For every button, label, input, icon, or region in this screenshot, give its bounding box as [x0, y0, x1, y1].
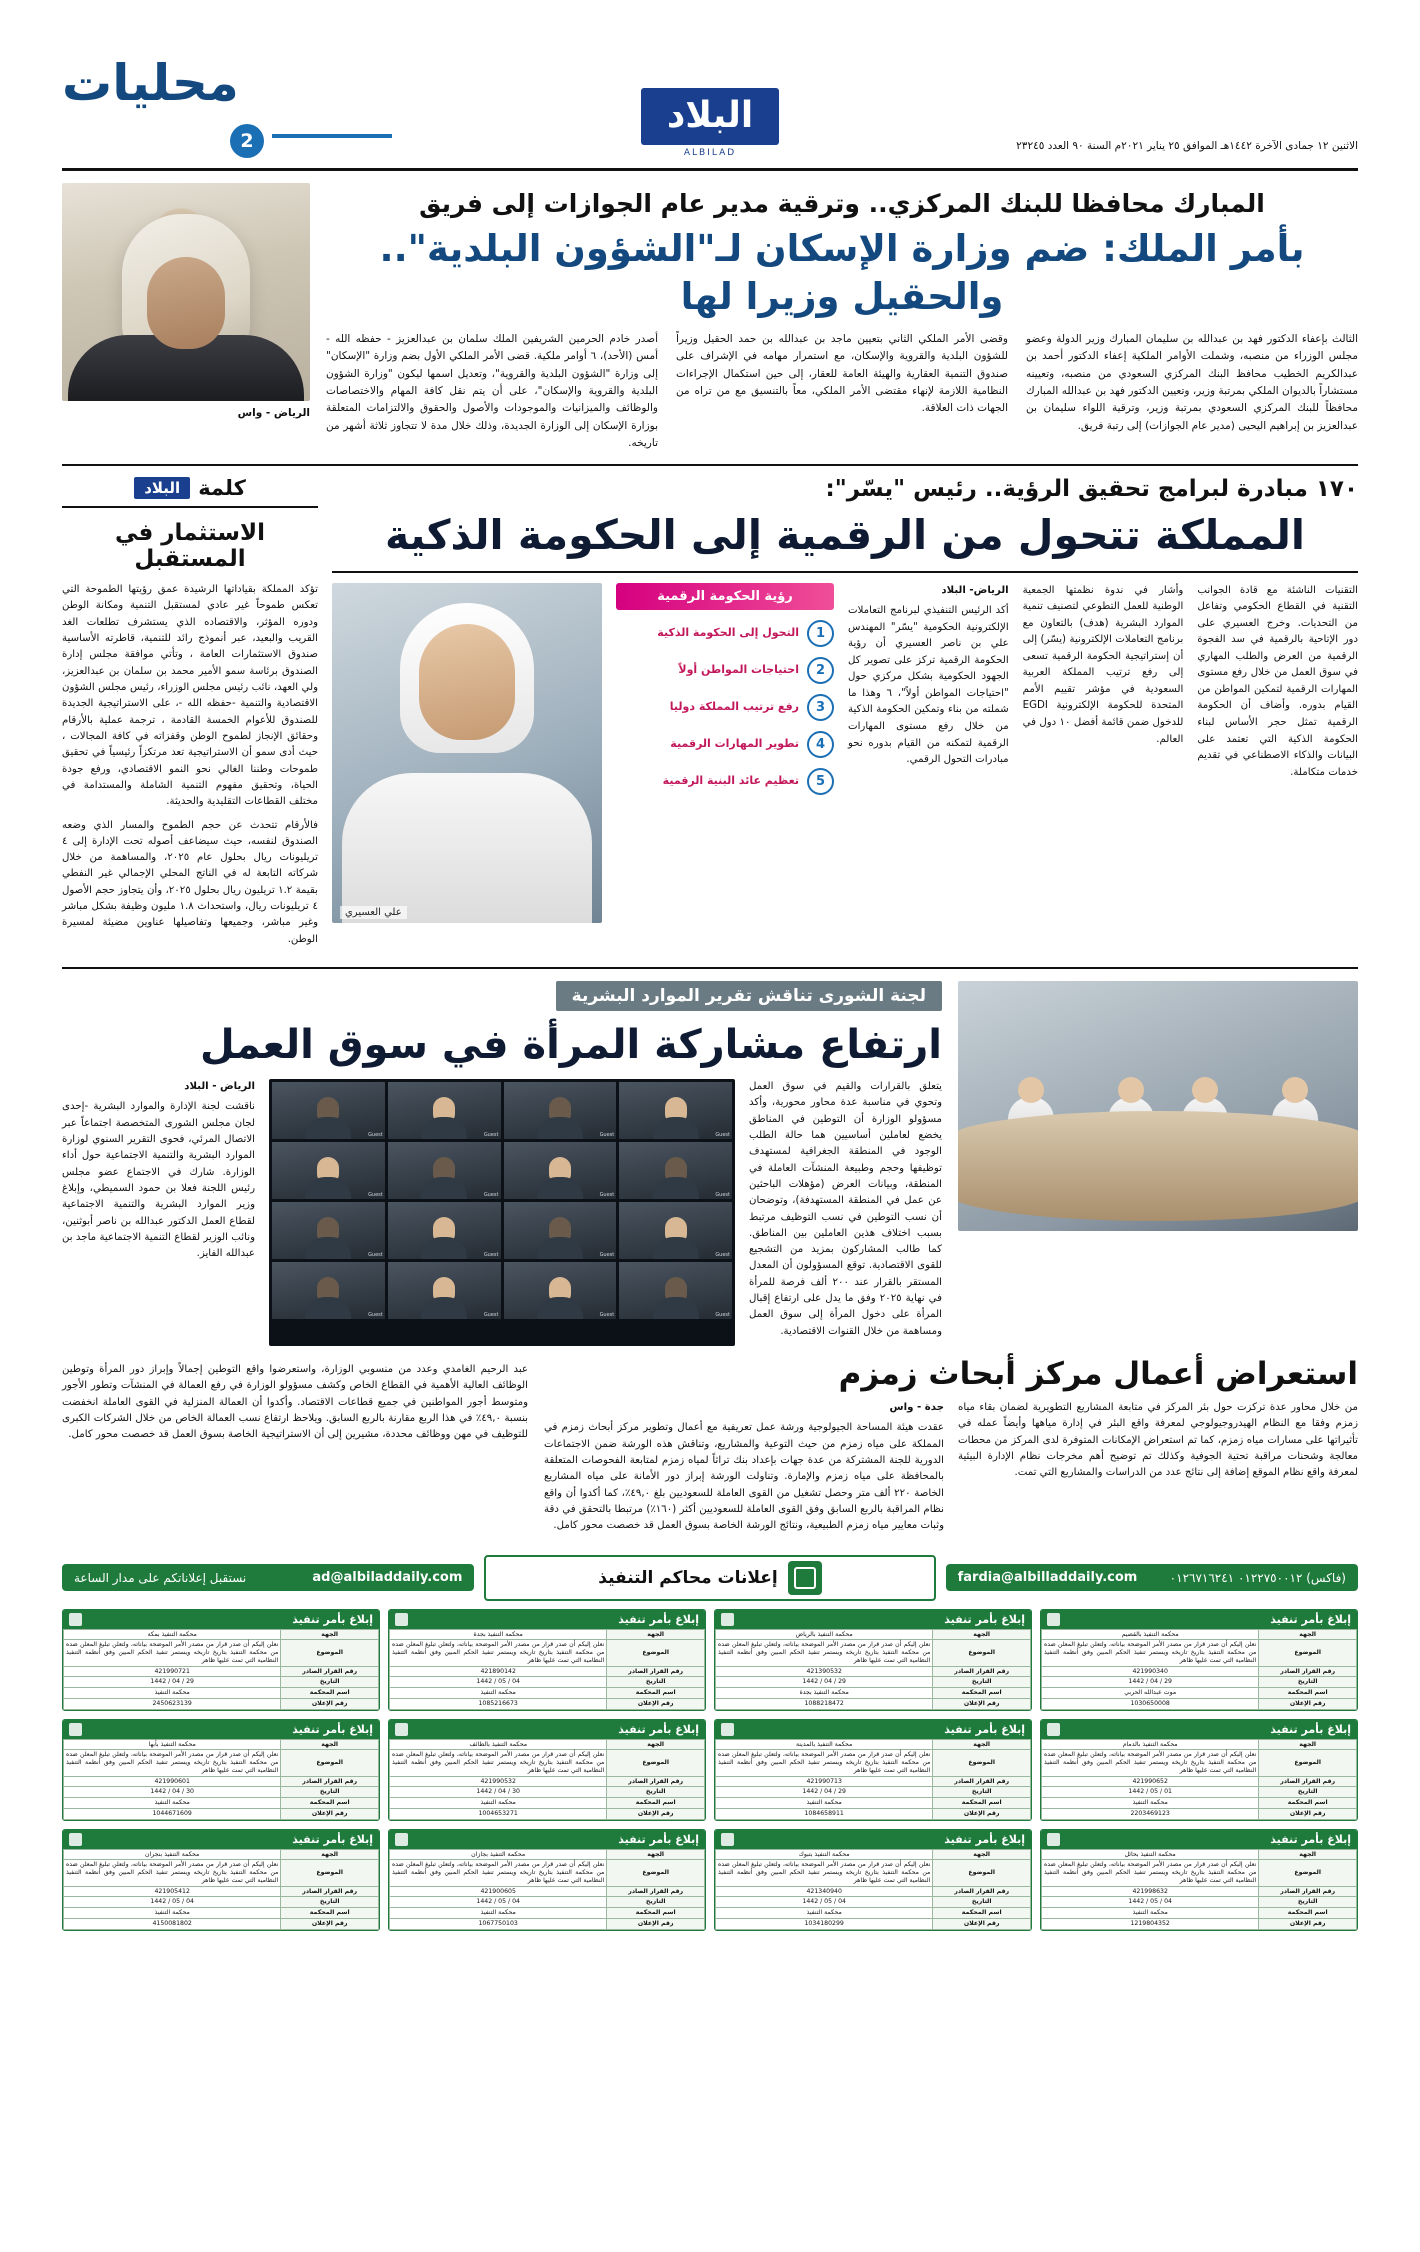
- notice-label: اسم المحكمة: [607, 1688, 705, 1699]
- second-column-1: [848, 583, 1009, 923]
- lead-story: [62, 183, 1358, 452]
- notice-card[interactable]: [388, 1829, 706, 1931]
- notice-value: 1030650008: [1042, 1698, 1259, 1709]
- notice-label: الجهة: [281, 1739, 379, 1750]
- second-column-2: [1023, 583, 1184, 923]
- notice-label: الجهة: [933, 1849, 1031, 1860]
- video-tile: Guest: [619, 1142, 732, 1199]
- king-portrait-photo: [62, 183, 310, 401]
- vision-number: 2: [807, 657, 834, 684]
- notice-value: 421990601: [64, 1776, 281, 1787]
- notice-label: رقم القرار الصادر: [607, 1776, 705, 1787]
- notice-title: إبلاغ بأمر تنفيذ: [1270, 1612, 1351, 1626]
- notice-body: نعلن إليكم أن صدر قرار من مصدر الأمر الموضحة بياناته، ولتعلن تبليغ المعلن ضده من محكمة التنفيذ بتاريخ تاريخه ويستمر تنفيذ الحكم المبين وفق أنظمة التنفيذ النظامية التي تمت عليها ظاهر: [64, 1750, 281, 1776]
- notice-value: محكمة التنفيذ بجدة: [390, 1629, 607, 1640]
- notice-label: الجهة: [281, 1629, 379, 1640]
- notice-value: محكمة التنفيذ: [1042, 1798, 1259, 1809]
- notice-value: 421998632: [1042, 1886, 1259, 1897]
- notice-title: إبلاغ بأمر تنفيذ: [618, 1612, 699, 1626]
- logo-subtext: ALBILAD: [683, 148, 737, 158]
- notice-label: الموضوع: [933, 1860, 1031, 1886]
- ad-right-block[interactable]: [62, 1564, 474, 1591]
- notice-label: الجهة: [281, 1849, 379, 1860]
- notice-body: نعلن إليكم أن صدر قرار من مصدر الأمر الموضحة بياناته، ولتعلن تبليغ المعلن ضده من محكمة التنفيذ بتاريخ تاريخه ويستمر تنفيذ الحكم المبين وفق أنظمة التنفيذ النظامية التي تمت عليها ظاهر: [716, 1640, 933, 1666]
- notice-label: رقم الإعلان: [607, 1698, 705, 1709]
- notice-card[interactable]: [1040, 1719, 1358, 1821]
- vision-label: احتياجات المواطن أولاً: [678, 662, 799, 676]
- notice-label: الجهة: [607, 1739, 705, 1750]
- notice-label: رقم القرار الصادر: [281, 1776, 379, 1787]
- crest-icon: [721, 1723, 734, 1736]
- vision-label: تطوير المهارات الرقمية: [670, 736, 799, 750]
- vision-item: [616, 657, 834, 684]
- notice-title: إبلاغ بأمر تنفيذ: [618, 1832, 699, 1846]
- vision-panel-title: رؤية الحكومة الرقمية: [616, 583, 834, 610]
- notice-value: 29 / 04 / 1442: [64, 1677, 281, 1688]
- fourth-source: جدة - واس: [889, 1402, 944, 1413]
- notice-value: 1085216673: [390, 1698, 607, 1709]
- notice-label: رقم القرار الصادر: [281, 1886, 379, 1897]
- notice-value: محكمة التنفيذ بالقصيم: [1042, 1629, 1259, 1640]
- notice-value: 29 / 04 / 1442: [716, 1677, 933, 1688]
- notice-label: الجهة: [933, 1629, 1031, 1640]
- digital-gov-story: [332, 476, 1358, 955]
- notice-label: رقم القرار الصادر: [1259, 1776, 1357, 1787]
- notice-label: التاريخ: [933, 1787, 1031, 1798]
- third-extra-column: [62, 1356, 528, 1541]
- notice-value: محكمة التنفيذ بالمدينة: [716, 1739, 933, 1750]
- second-paragraph: وأشار في ندوة نظمتها الجمعية الوطنية للعمل التطوعي لتصنيف تنمية الموارد البشرية (هدف) بالتعاون مع برنامج التعاملات الإلكترونية (يسّر) إلى أن إستراتيجية الحكومة الرقمية تسعى إلى رفع ترتيب المملكة العربية السعودية في مؤشر تقييم الأمم المتحدة للحكومة الإلكترونية EGDI للدخول ضمن قائمة أفضل ١٠ دول في العالم.: [1022, 584, 1184, 745]
- opinion-kicker: كلمة: [198, 476, 246, 501]
- notice-value: 421990713: [716, 1776, 933, 1787]
- video-tile: Guest: [388, 1262, 501, 1319]
- video-tile: Guest: [504, 1082, 617, 1139]
- notice-value: محكمة التنفيذ: [716, 1798, 933, 1809]
- masthead: [62, 0, 1358, 158]
- notice-value: محكمة التنفيذ بتبوك: [716, 1849, 933, 1860]
- section-rule: [272, 134, 392, 138]
- notice-body: نعلن إليكم أن صدر قرار من مصدر الأمر الموضحة بياناته، ولتعلن تبليغ المعلن ضده من محكمة التنفيذ بتاريخ تاريخه ويستمر تنفيذ الحكم المبين وفق أنظمة التنفيذ النظامية التي تمت عليها ظاهر: [64, 1860, 281, 1886]
- notice-label: رقم القرار الصادر: [281, 1666, 379, 1677]
- second-divider: [332, 571, 1358, 573]
- notice-label: التاريخ: [1259, 1897, 1357, 1908]
- crest-icon: [395, 1833, 408, 1846]
- video-tile: Guest: [504, 1262, 617, 1319]
- notice-label: الجهة: [1259, 1849, 1357, 1860]
- video-tile: Guest: [272, 1262, 385, 1319]
- logo-text: البلاد: [641, 88, 779, 145]
- video-conference-grid: [269, 1079, 735, 1346]
- notice-label: رقم الإعلان: [281, 1918, 379, 1929]
- notice-value: محكمة التنفيذ: [390, 1688, 607, 1699]
- notice-label: رقم الإعلان: [933, 1698, 1031, 1709]
- notice-label: الموضوع: [1259, 1640, 1357, 1666]
- lead-column-1: [326, 331, 658, 452]
- second-block: [62, 476, 1358, 955]
- lead-paragraph: وقضى الأمر الملكي الثاني بتعيين ماجد بن عبدالله بن حمد الحقيل وزيراً للشؤون البلدية والقروية والإسكان، مع استمرار مهامه في الإشراف على صندوق التنمية العقارية والهيئة العامة للعقار، إلى حين استكمال الإجراءات النظامية اللازمة لإنهاء مقتضى الأمر الملكي، معاً بالتنسيق مع من تراه من الجهات ذات العلاقة.: [676, 332, 1008, 415]
- notice-label: الموضوع: [933, 1750, 1031, 1776]
- notice-label: رقم القرار الصادر: [933, 1776, 1031, 1787]
- fourth-paragraph: عقدت هيئة المساحة الجيولوجية ورشة عمل تعريفية مع أعمال وتطوير مركز أبحاث زمزم في المملكة على مياه زمزم من حيث التوعية والمشاريع، وتناقش هذه الورشة ضمن الاجتماعات الدورية للجنة المشتركة من عدة جهات بإعداد بنك تراثاً لمياه زمزم لمتابعة الفحوصات المتعلقة بالمحافظة على مياه زمزم والإمارة. وتناولت الورشة إبراز دور الأمانة على مياه المشاريع الخاصة ٢٢٠ ألف متر وحصل تشغيل من القوى العاملة للسعوديين بلغ ٤٩,٠٪، كما أكدوا أن واقع نظام المراقبة بالربع السابق وفق القوى العاملة للسعوديين أكثر (١٦٠٪) مرتبطا بالتحقق في دقة وثبات معايير مياه زمزم الطبيعية، ونتائج الورشة الخاصة بسوق العمل قد خصصت محور كامل.: [544, 1422, 944, 1532]
- notice-label: رقم القرار الصادر: [933, 1666, 1031, 1677]
- second-paragraph: أكد الرئيس التنفيذي لبرنامج التعاملات الإلكترونية الحكومية "يسّر" المهندس علي بن ناصر العسيري أن رؤية الحكومة الرقمية تركز على تصوير كل الجهود الحكومية بشكل مركزي حول "احتياجات المواطن أولاً"، ٦ وهذا ما شملته من بناء وتمكين الحكومة الذكية من خلال رفع مستوى المهارات الرقمية لتمكنه من القيام بدوره نحو مبادرات التحول الرقمي.: [847, 605, 1009, 766]
- notice-label: رقم الإعلان: [933, 1808, 1031, 1819]
- notice-label: اسم المحكمة: [281, 1908, 379, 1919]
- notice-card[interactable]: [1040, 1609, 1358, 1711]
- notice-label: رقم القرار الصادر: [933, 1886, 1031, 1897]
- notice-label: رقم الإعلان: [933, 1918, 1031, 1929]
- notice-value: 01 / 05 / 1442: [1042, 1787, 1259, 1798]
- notice-value: 29 / 04 / 1442: [716, 1787, 933, 1798]
- notice-value: 1044671609: [64, 1808, 281, 1819]
- lead-column-2: [676, 331, 1008, 452]
- notice-value: 421990532: [390, 1776, 607, 1787]
- vision-number: 5: [807, 768, 834, 795]
- lead-kicker: المبارك محافظا للبنك المركزي.. وترقية مدير عام الجوازات إلى فريق: [419, 189, 1265, 218]
- notice-label: رقم الإعلان: [607, 1808, 705, 1819]
- notice-value: 421990652: [1042, 1776, 1259, 1787]
- notice-value: 1067750103: [390, 1918, 607, 1929]
- notice-label: الموضوع: [281, 1640, 379, 1666]
- opinion-paragraph: فالأرقام تتحدث عن حجم الطموح والمسار الذي وضعه الصندوق لنفسه، حيث سيضاعف أصوله تحت الإدارة إلى ٤ تريليونات ريال بحلول عام ٢٠٢٥، والمساهمة من خلال شركاته التابعة له في الناتج المحلي الإجمالي غير النفطي بقيمة ١.٢ تريليون ريال بحلول ٢٠٢٥، وأن يتجاوز حجم الأصول ٤ تريليونات ريال، واستحداث ١.٨ مليون وظيفة بشكل مباشر وغير مباشر، وجميعها وتفاصيلها عناوين مضيئة لمسيرة الوطن.: [62, 819, 319, 945]
- notice-label: التاريخ: [281, 1677, 379, 1688]
- ad-left-phone: (فاكس) ٠١٢٢٧٥٠٠١٢ ٠١٢٦٧١٦٢٤١: [1169, 1570, 1346, 1585]
- notice-label: الموضوع: [607, 1860, 705, 1886]
- third-block: [62, 981, 1358, 1541]
- masthead-divider: [62, 168, 1358, 171]
- notice-body: نعلن إليكم أن صدر قرار من مصدر الأمر الموضحة بياناته، ولتعلن تبليغ المعلن ضده من محكمة التنفيذ بتاريخ تاريخه ويستمر تنفيذ الحكم المبين وفق أنظمة التنفيذ النظامية التي تمت عليها ظاهر: [716, 1860, 933, 1886]
- notice-value: 421990340: [1042, 1666, 1259, 1677]
- notice-value: محكمة التنفيذ بالدمام: [1042, 1739, 1259, 1750]
- video-tile: Guest: [272, 1082, 385, 1139]
- notice-value: محكمة التنفيذ: [64, 1798, 281, 1809]
- lead-photo-block: [62, 183, 310, 452]
- execution-courts-title: إعلانات محاكم التنفيذ: [598, 1567, 778, 1588]
- notice-label: اسم المحكمة: [607, 1798, 705, 1809]
- lead-divider: [62, 464, 1358, 466]
- vision-number: 3: [807, 694, 834, 721]
- third-column-1: [62, 1079, 255, 1346]
- vision-item: [616, 731, 834, 758]
- notice-value: 30 / 04 / 1442: [390, 1787, 607, 1798]
- notice-body: نعلن إليكم أن صدر قرار من مصدر الأمر الموضحة بياناته، ولتعلن تبليغ المعلن ضده من محكمة التنفيذ بتاريخ تاريخه ويستمر تنفيذ الحكم المبين وفق أنظمة التنفيذ النظامية التي تمت عليها ظاهر: [1042, 1750, 1259, 1776]
- notice-value: محكمة التنفيذ بأبها: [64, 1739, 281, 1750]
- notice-value: محكمة التنفيذ: [1042, 1908, 1259, 1919]
- notice-card[interactable]: [388, 1609, 706, 1711]
- notice-value: 1219804352: [1042, 1918, 1259, 1929]
- notice-label: اسم المحكمة: [1259, 1798, 1357, 1809]
- execution-notices-grid: [62, 1609, 1358, 1931]
- vision-number: 4: [807, 731, 834, 758]
- third-paragraph: ناقشت لجنة الإدارة والموارد البشرية -إحدى لجان مجلس الشورى المتخصصة اجتماعاً عبر الاتصال المرئي، فحوى التقرير السنوي لوزارة الموارد البشرية والتنمية الاجتماعية حول أداء الوزارة. شارك في الاجتماع عضو مجلس رئيس اللجنة فعلا بن حمود السميطي، وإبلاغ وزير الموارد البشرية والتنمية الاجتماعية لقطاع العمل الدكتور عبدالله بن ناصر أبوثنين، ونائب الوزير لقطاع التنمية الاجتماعية ماجد بن عبدالله الفايز.: [62, 1101, 255, 1260]
- opinion-title: الاستثمار في المستقبل: [114, 520, 266, 573]
- ministry-crest-icon: [788, 1561, 822, 1595]
- lead-headline: بأمر الملك: ضم وزارة الإسكان لـ"الشؤون البلدية".. والحقيل وزيرا لها: [379, 226, 1305, 318]
- notice-title: إبلاغ بأمر تنفيذ: [618, 1722, 699, 1736]
- second-paragraph: التقنيات الناشئة مع قادة الجوانب التقنية في القطاع الحكومي وتفاعل من التحديات. وخرج العسيري على دور الإتاحية بالرقمية في سد الفجوة الرقمية من العرض والطلب المهاري في سوق العمل من خلال رفع مستوى المهارات الرقمية لتمكين المواطن من القيام بدوره. وأضاف أن الحكومة الرقمية تمثل حجر الأساس لبناء الحكومة الذكية التي تعتمد على البيانات والذكاء الاصطناعي في تقديم خدمات متكاملة.: [1197, 584, 1358, 778]
- notice-label: رقم القرار الصادر: [1259, 1666, 1357, 1677]
- notice-label: رقم القرار الصادر: [1259, 1886, 1357, 1897]
- ad-left-block[interactable]: [946, 1564, 1358, 1591]
- vision-label: تعظيم عائد البنية الرقمية: [662, 773, 799, 787]
- notice-value: 29 / 04 / 1442: [1042, 1677, 1259, 1688]
- notice-value: 421905412: [64, 1886, 281, 1897]
- notice-value: 421990721: [64, 1666, 281, 1677]
- notice-value: محكمة التنفيذ: [390, 1798, 607, 1809]
- notice-value: 30 / 04 / 1442: [64, 1787, 281, 1798]
- notice-value: 421890142: [390, 1666, 607, 1677]
- notice-label: التاريخ: [281, 1897, 379, 1908]
- notice-value: 2450623139: [64, 1698, 281, 1709]
- third-headline: ارتفاع مشاركة المرأة في سوق العمل: [200, 1022, 942, 1068]
- notice-value: 04 / 05 / 1442: [716, 1897, 933, 1908]
- notice-label: التاريخ: [1259, 1677, 1357, 1688]
- notice-label: رقم الإعلان: [607, 1918, 705, 1929]
- notice-title: إبلاغ بأمر تنفيذ: [944, 1722, 1025, 1736]
- crest-icon: [1047, 1723, 1060, 1736]
- notice-label: الموضوع: [607, 1750, 705, 1776]
- notice-label: الجهة: [607, 1629, 705, 1640]
- video-tile: Guest: [619, 1202, 732, 1259]
- vision-panel: [616, 583, 834, 923]
- notice-title: إبلاغ بأمر تنفيذ: [1270, 1722, 1351, 1736]
- notice-body: نعلن إليكم أن صدر قرار من مصدر الأمر الموضحة بياناته، ولتعلن تبليغ المعلن ضده من محكمة التنفيذ بتاريخ تاريخه ويستمر تنفيذ الحكم المبين وفق أنظمة التنفيذ النظامية التي تمت عليها ظاهر: [716, 1750, 933, 1776]
- masthead-logo: [392, 88, 1028, 158]
- notice-title: إبلاغ بأمر تنفيذ: [292, 1722, 373, 1736]
- notice-value: 1084658911: [716, 1808, 933, 1819]
- crest-icon: [395, 1613, 408, 1626]
- notice-card[interactable]: [714, 1829, 1032, 1931]
- notice-body: نعلن إليكم أن صدر قرار من مصدر الأمر الموضحة بياناته، ولتعلن تبليغ المعلن ضده من محكمة التنفيذ بتاريخ تاريخه ويستمر تنفيذ الحكم المبين وفق أنظمة التنفيذ النظامية التي تمت عليها ظاهر: [1042, 1640, 1259, 1666]
- notice-card[interactable]: [62, 1719, 380, 1821]
- notice-label: الجهة: [607, 1849, 705, 1860]
- third-source: الرياض - البلاد: [184, 1081, 255, 1092]
- notice-label: رقم الإعلان: [281, 1698, 379, 1709]
- crest-icon: [1047, 1613, 1060, 1626]
- notice-body: نعلن إليكم أن صدر قرار من مصدر الأمر الموضحة بياناته، ولتعلن تبليغ المعلن ضده من محكمة التنفيذ بتاريخ تاريخه ويستمر تنفيذ الحكم المبين وفق أنظمة التنفيذ النظامية التي تمت عليها ظاهر: [64, 1640, 281, 1666]
- crest-icon: [69, 1613, 82, 1626]
- notice-card[interactable]: [62, 1609, 380, 1711]
- notice-label: اسم المحكمة: [281, 1688, 379, 1699]
- notice-title: إبلاغ بأمر تنفيذ: [292, 1832, 373, 1846]
- issue-line: الاثنين ١٢ جمادى الآخرة ١٤٤٢هـ الموافق ٢٥ يناير ٢٠٢١م السنة ٩٠ العدد ٢٣٢٤٥: [1016, 140, 1358, 152]
- third-ribbon: لجنة الشورى تناقش تقرير الموارد البشرية: [556, 981, 942, 1011]
- notice-body: نعلن إليكم أن صدر قرار من مصدر الأمر الموضحة بياناته، ولتعلن تبليغ المعلن ضده من محكمة التنفيذ بتاريخ تاريخه ويستمر تنفيذ الحكم المبين وفق أنظمة التنفيذ النظامية التي تمت عليها ظاهر: [390, 1750, 607, 1776]
- notice-label: اسم المحكمة: [607, 1908, 705, 1919]
- notice-label: الموضوع: [1259, 1750, 1357, 1776]
- notice-body: نعلن إليكم أن صدر قرار من مصدر الأمر الموضحة بياناته، ولتعلن تبليغ المعلن ضده من محكمة التنفيذ بتاريخ تاريخه ويستمر تنفيذ الحكم المبين وفق أنظمة التنفيذ النظامية التي تمت عليها ظاهر: [390, 1640, 607, 1666]
- opinion-brand: البلاد: [134, 477, 190, 499]
- notice-label: الموضوع: [607, 1640, 705, 1666]
- vision-number: 1: [807, 620, 834, 647]
- notice-value: محكمة التنفيذ بمكة: [64, 1629, 281, 1640]
- vision-item: [616, 620, 834, 647]
- notice-value: محكمة التنفيذ بجازان: [390, 1849, 607, 1860]
- section-title: محليات: [62, 54, 239, 112]
- notice-label: رقم القرار الصادر: [607, 1666, 705, 1677]
- execution-courts-banner: [484, 1555, 935, 1601]
- video-tile: Guest: [388, 1142, 501, 1199]
- notice-value: 04 / 05 / 1442: [390, 1677, 607, 1688]
- third-column-3: [749, 1079, 942, 1346]
- crest-icon: [721, 1613, 734, 1626]
- crest-icon: [69, 1723, 82, 1736]
- notice-value: محكمة التنفيذ بنجران: [64, 1849, 281, 1860]
- video-tile: Guest: [504, 1142, 617, 1199]
- lead-source: الرياض - واس: [237, 407, 310, 419]
- masthead-issue-info: [1016, 140, 1358, 158]
- notice-value: 4150081802: [64, 1918, 281, 1929]
- notice-value: 1088218472: [716, 1698, 933, 1709]
- notice-label: رقم الإعلان: [1259, 1808, 1357, 1819]
- notice-label: التاريخ: [607, 1677, 705, 1688]
- masthead-section: [62, 54, 392, 158]
- ad-left-email[interactable]: fardia@albilladdaily.com: [957, 1570, 1138, 1585]
- fourth-column-1: [958, 1400, 1358, 1541]
- ad-right-email[interactable]: ad@albiladdaily.com: [312, 1570, 463, 1585]
- notice-card[interactable]: [1040, 1829, 1358, 1931]
- second-headline: المملكة تتحول من الرقمية إلى الحكومة الذكية: [385, 511, 1305, 560]
- notice-value: محكمة التنفيذ: [390, 1908, 607, 1919]
- notice-value: محكمة التنفيذ بحائل: [1042, 1849, 1259, 1860]
- notice-title: إبلاغ بأمر تنفيذ: [292, 1612, 373, 1626]
- notice-card[interactable]: [62, 1829, 380, 1931]
- fourth-paragraph: من خلال محاور عدة تركزت حول بئر المركز في متابعة المشاريع التطويرية لضمان بقاء مياه زمزم وفقا مع النظام الهيدروجيولوجي لمعرفة واقع البئر في إدارة مياهها وأيضاً عمله في تأثيراتها على مسارات مياه زمزم، كما تم استعراض الإمكانات المتوفرة لدى المركز من محطات معالجة وشحنات مراقبة تحتية الجوفية وكذلك تم توضيح أهم مخرجات نظام الإدارة البيئية لمعرفة واقع نظام الموقع إضافة إلى نتائج عدد من الدراسات والمشاريع التي تمت.: [958, 1402, 1358, 1479]
- second-block-divider: [62, 967, 1358, 969]
- notice-label: الجهة: [1259, 1739, 1357, 1750]
- notice-value: محكمة التنفيذ بجدة: [716, 1688, 933, 1699]
- third-paragraph: يتعلق بالقرارات والقيم في سوق العمل وتحوي في مناسبة عدة محاور محورية، وأكد مسؤولو الوزارة أن التوطين في المناطق يخضع لعاملين أساسيين هما حالة الطلب الوجود في المنطقة الجغرافية لمستهدف توظيفها وحجم وطبيعة المنشآت العاملة في المنطقة، وبيانات العرض (مؤهلات الباحثين عن عمل في المنطقة المستهدفة)، وتوضحان أن نسب التوطين في نسب التوظيف مرتبط بسبب اختلاف هذين العاملين بين المناطق. كما طالب المشاركون بمزيد من التشجيع للقوى الاقتصادية. توقع المسؤولون أن المعدل المستقر بالقرار عند ٢٠٠ ألف فرصة للمرأة في نهاية ٢٠٢٥ وفق ما يدل على ارتفاع إقبال المرأة على دخول المرأة إلى سوق العمل ومساهمة من خلال القنوات الاقتصادية.: [749, 1081, 942, 1337]
- crest-icon: [395, 1723, 408, 1736]
- lead-column-3: [1026, 331, 1358, 452]
- notice-label: التاريخ: [281, 1787, 379, 1798]
- notice-label: التاريخ: [1259, 1787, 1357, 1798]
- crest-icon: [69, 1833, 82, 1846]
- notice-label: الجهة: [1259, 1629, 1357, 1640]
- notice-label: اسم المحكمة: [1259, 1688, 1357, 1699]
- crest-icon: [1047, 1833, 1060, 1846]
- video-tile: Guest: [504, 1202, 617, 1259]
- notice-label: الموضوع: [1259, 1860, 1357, 1886]
- notice-title: إبلاغ بأمر تنفيذ: [944, 1612, 1025, 1626]
- notice-value: 1004653271: [390, 1808, 607, 1819]
- opinion-paragraph: تؤكد المملكة بقياداتها الرشيدة عمق رؤيتها الطموحة التي تعكس طموحاً غير عادي لمستقبل التنمية ومكانة الوطن ودوره المؤثر، والاقتصاده الذي يستشرف تطلعات الغد القريب والبعيد، عبر أنموذج رائد للتنمية، قاطرته الأساسية صندوق الاستثمارات العامة ، وتأتي موافقة مجلس إدارة الصندوق برئاسة سمو الأمير محمد بن سلمان بن عبدالعزيز، ولي العهد، نائب رئيس مجلس الوزراء، رئيس مجلس الشؤون الاقتصادية والتنمية -حفظه الله -، على الاستراتيجية الجديدة للصندوق للأعوام الخمسة القادمة ، ترجمة عملية بالأرقام وحقائق الإنجاز لطموح الوطن وقفزاته في كافة المجالات ، حيث أدى سمو أن الاستراتيجية تعد مرتكزاً رئيسياً في تحقيق طموحات وطننا الغالي نحو النمو الاقتصادي، ورفع جودة الحياة، وتحقيق مفهوم التنمية الشاملة والمستدامة في مختلف القطاعات التقليدية والحديثة.: [62, 584, 318, 808]
- video-tile: Guest: [388, 1202, 501, 1259]
- notice-body: نعلن إليكم أن صدر قرار من مصدر الأمر الموضحة بياناته، ولتعلن تبليغ المعلن ضده من محكمة التنفيذ بتاريخ تاريخه ويستمر تنفيذ الحكم المبين وفق أنظمة التنفيذ النظامية التي تمت عليها ظاهر: [1042, 1860, 1259, 1886]
- notice-label: اسم المحكمة: [933, 1798, 1031, 1809]
- notice-label: التاريخ: [933, 1677, 1031, 1688]
- notice-label: الجهة: [933, 1739, 1031, 1750]
- notice-label: التاريخ: [607, 1787, 705, 1798]
- vision-item: [616, 768, 834, 795]
- fourth-block: [62, 1356, 1358, 1541]
- notice-label: الموضوع: [281, 1750, 379, 1776]
- video-tile: Guest: [272, 1142, 385, 1199]
- notice-value: 04 / 05 / 1442: [1042, 1897, 1259, 1908]
- notice-value: 421390532: [716, 1666, 933, 1677]
- third-paragraph: عبد الرحيم الغامدي وعدد من منسوبي الوزارة، واستعرضوا واقع التوطين إجمالاً وإبراز دور المرأة وتوطين الوظائف العالية الأهمية في القطاع الخاص وكشف مسؤولو الوزارة في رفع العمالة في المنشآت وتطور الأجور ومتوسط أجور المواطنين في جميع قطاعات الاقتصاد. وأكدوا أن العمالة المنزلية في القوى العاملة انخفضت بنسبة ٤٩,٠٪ في هذا الربع مقارنة بالربع السابق. ويلاحظ ارتفاع نسب العمالة الخاص من خلال الشركات الكبرى للتوظيف في مهن ووظائف محددة، مشيرين إلى أن الاستراتيجية الخاصة بسوق العمل قد خصصت محور كامل.: [62, 1364, 528, 1441]
- notice-label: الموضوع: [281, 1860, 379, 1886]
- second-column-3: [1197, 583, 1358, 923]
- page-number-badge: 2: [230, 124, 264, 158]
- notice-value: 04 / 05 / 1442: [64, 1897, 281, 1908]
- official-portrait-photo: [332, 583, 602, 923]
- opinion-column: [62, 476, 318, 955]
- notice-card[interactable]: [388, 1719, 706, 1821]
- notice-label: رقم الإعلان: [1259, 1698, 1357, 1709]
- crest-icon: [721, 1833, 734, 1846]
- notice-value: موت عبدالله الحربي: [1042, 1688, 1259, 1699]
- notice-card[interactable]: [714, 1719, 1032, 1821]
- second-eyebrow: ١٧٠ مبادرة لبرامج تحقيق الرؤية.. رئيس "يسّر":: [825, 476, 1358, 503]
- notice-card[interactable]: [714, 1609, 1032, 1711]
- notice-title: إبلاغ بأمر تنفيذ: [944, 1832, 1025, 1846]
- lead-paragraph: الثالث بإعفاء الدكتور فهد بن عبدالله بن سليمان المبارك وزير الدولة وعضو مجلس الوزراء من منصبه، وشملت الأوامر الملكية إعفاء الدكتور أحمد بن عبدالكريم الخطيب محافظ البنك المركزي السعودي من منصبه، وتعيينه مستشاراً بالديوان الملكي بمرتبة وزير، وتعيين الدكتور فهد بن عبدالله المبارك محافظاً للبنك المركزي السعودي بمرتبة وزير، وترقية اللواء سليمان بن عبدالعزيز بن إبراهيم اليحيى (مدير عام الجوازات) إلى رتبة فريق.: [1026, 332, 1358, 432]
- notice-value: 1034180299: [716, 1918, 933, 1929]
- notice-label: اسم المحكمة: [281, 1798, 379, 1809]
- notice-value: محكمة التنفيذ بالرياض: [716, 1629, 933, 1640]
- second-source: الرياض- البلاد: [941, 584, 1009, 596]
- notice-label: التاريخ: [933, 1897, 1031, 1908]
- lead-paragraph: أصدر خادم الحرمين الشريفين الملك سلمان بن عبدالعزيز - حفظه الله - أمس (الأحد)، ٦ أوامر ملكية. قضى الأمر الملكي الأول بضم وزارة "الإسكان" إلى وزارة "الشؤون البلدية والقروية"، وتعديل اسمها ليكون "وزارة الشؤون البلدية والقروية والإسكان"، على أن يتم نقل كافة المهام والاختصاصات والوظائف والميزانيات والموجودات والأصول والحقوق والالتزامات المتعلقة بوزارة الإسكان إلى الوزارة الجديدة، وذلك خلال مدة لا تتجاوز ثلاثة أشهر من تاريخه.: [326, 332, 658, 449]
- ads-contact-bar: [62, 1555, 1358, 1601]
- notice-value: محكمة التنفيذ: [716, 1908, 933, 1919]
- video-tile: Guest: [272, 1202, 385, 1259]
- notice-label: الموضوع: [933, 1640, 1031, 1666]
- notice-value: محكمة التنفيذ: [64, 1688, 281, 1699]
- fourth-column-2: [544, 1400, 944, 1541]
- notice-label: اسم المحكمة: [933, 1688, 1031, 1699]
- ad-right-text: نستقبل إعلاناتكم على مدار الساعة: [74, 1570, 247, 1585]
- vision-label: رفع ترتيب المملكة دوليا: [669, 699, 799, 713]
- video-tile: Guest: [619, 1262, 732, 1319]
- notice-label: رقم الإعلان: [1259, 1918, 1357, 1929]
- notice-value: 421900605: [390, 1886, 607, 1897]
- notice-value: محكمة التنفيذ بالطائف: [390, 1739, 607, 1750]
- notice-value: 04 / 05 / 1442: [390, 1897, 607, 1908]
- video-tile: Guest: [388, 1082, 501, 1139]
- notice-label: رقم الإعلان: [281, 1808, 379, 1819]
- notice-label: اسم المحكمة: [1259, 1908, 1357, 1919]
- vision-label: التحول إلى الحكومة الذكية: [657, 625, 799, 639]
- notice-value: محكمة التنفيذ: [64, 1908, 281, 1919]
- fourth-headline: استعراض أعمال مركز أبحاث زمزم: [838, 1356, 1358, 1392]
- notice-label: اسم المحكمة: [933, 1908, 1031, 1919]
- notice-body: نعلن إليكم أن صدر قرار من مصدر الأمر الموضحة بياناته، ولتعلن تبليغ المعلن ضده من محكمة التنفيذ بتاريخ تاريخه ويستمر تنفيذ الحكم المبين وفق أنظمة التنفيذ النظامية التي تمت عليها ظاهر: [390, 1860, 607, 1886]
- notice-label: التاريخ: [607, 1897, 705, 1908]
- meeting-photo: [958, 981, 1358, 1231]
- notice-title: إبلاغ بأمر تنفيذ: [1270, 1832, 1351, 1846]
- photo-caption-name: علي العسيري: [340, 906, 407, 919]
- video-tile: Guest: [619, 1082, 732, 1139]
- notice-value: 421340940: [716, 1886, 933, 1897]
- notice-value: 2203469123: [1042, 1808, 1259, 1819]
- notice-label: رقم القرار الصادر: [607, 1886, 705, 1897]
- vision-item: [616, 694, 834, 721]
